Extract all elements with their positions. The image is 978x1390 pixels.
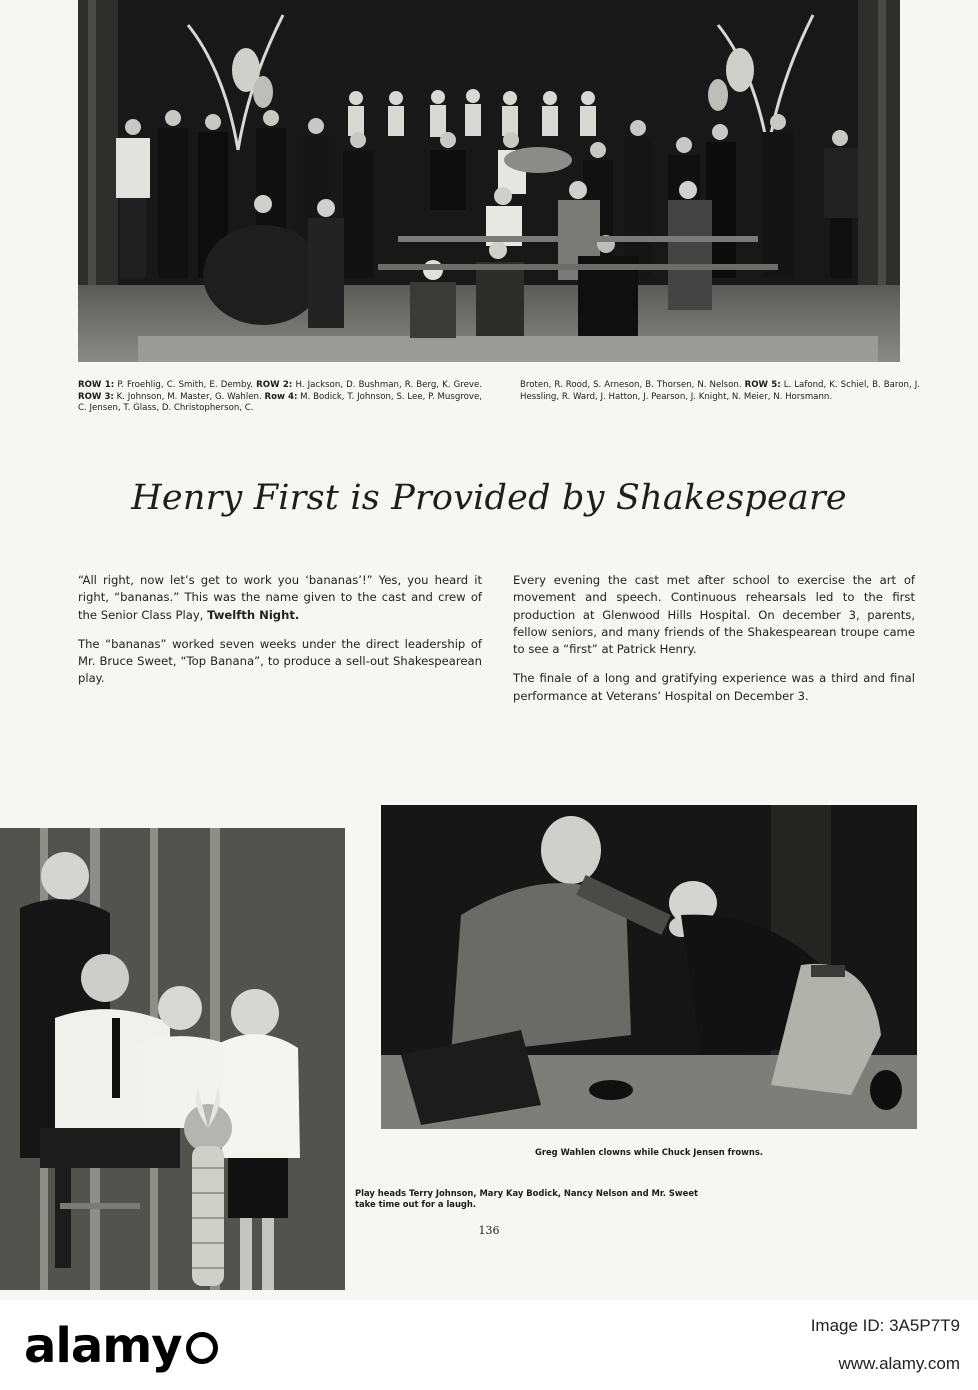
article-left-paragraph <box>78 572 482 624</box>
article-left-run-bold: Twelfth Night. <box>207 607 300 622</box>
article-headline: Henry First is Provided by Shakespeare <box>131 478 847 518</box>
cast-caption-run-text: H. Jackson, D. Bushman, R. Berg, K. Greve. <box>292 380 483 390</box>
clown-photo-caption: Greg Wahlen clowns while Chuck Jensen frowns. <box>534 1147 764 1157</box>
watermark-footer <box>0 1300 978 1390</box>
article-left-paragraph <box>78 636 482 688</box>
article-left-run-text: “All right, now let’s get to work you ‘bananas’!” Yes, you heard it right, “bananas.” This was the name given to the cast and crew of the Senior Class Play, <box>78 573 482 622</box>
play-heads-photo <box>0 828 345 1290</box>
article-column-right <box>513 572 915 717</box>
alamy-logo-text: alamy <box>24 1318 182 1374</box>
cast-caption-right <box>520 380 920 403</box>
cast-caption-run-text: L. Lafond, K. Schiel, B. Baron, J. Hessling, R. Ward, J. Hatton, J. Pearson, J. Knight, N. Meier, N. Horsmann. <box>520 380 920 402</box>
clown-photo <box>381 805 917 1129</box>
article-column-left <box>78 572 482 700</box>
cast-caption-run-text: M. Bodick, T. Johnson, S. Lee, P. Musgrove, C. Jensen, T. Glass, D. Christopherson, C. <box>78 391 483 414</box>
cast-group-photo <box>78 0 900 362</box>
cast-caption-run-bold: ROW 1: <box>78 380 115 390</box>
image-id-label: Image ID: 3A5P7T9 <box>810 1316 960 1335</box>
article-right-paragraph <box>513 572 915 658</box>
stock-url[interactable]: www.alamy.com <box>838 1354 960 1373</box>
cast-caption-run-text: Broten, R. Rood, S. Arneson, B. Thorsen, N. Nelson. <box>520 380 745 390</box>
alamy-mark-icon <box>186 1332 218 1364</box>
cast-caption-run-text: P. Froehlig, C. Smith, E. Demby. <box>114 380 257 390</box>
article-right-run-text: The finale of a long and gratifying experience was a third and final performance at Veterans’ Hospital on December 3. <box>513 671 915 703</box>
cast-caption-left <box>78 380 482 415</box>
play-heads-caption: Play heads Terry Johnson, Mary Kay Bodick, Nancy Nelson and Mr. Sweet take time out for a laugh. <box>355 1188 699 1209</box>
cast-caption-run-text: K. Johnson, M. Master, G. Wahlen. <box>113 391 265 402</box>
article-right-run-text: Every evening the cast met after school to exercise the art of movement and speech. Continuous rehearsals led to the first production at Glenwood Hills Hospital. On december 3, parents, fellow seniors, and many friends of the Shakespearean troupe came to see a “first” at Patrick Henry. <box>513 573 915 657</box>
cast-caption-run-bold: ROW 2: <box>256 380 293 390</box>
cast-caption-run-bold: Row 4: <box>264 391 298 402</box>
article-left-run-text: The “bananas” worked seven weeks under the direct leadership of Mr. Bruce Sweet, “Top Banana”, to produce a sell-out Shakespearean play. <box>78 636 482 686</box>
cast-caption-run-bold: ROW 5: <box>744 380 781 390</box>
article-right-paragraph <box>513 670 915 705</box>
alamy-logo <box>24 1318 218 1374</box>
cast-caption-run-bold: ROW 3: <box>78 391 114 402</box>
page-number: 136 <box>478 1224 500 1237</box>
